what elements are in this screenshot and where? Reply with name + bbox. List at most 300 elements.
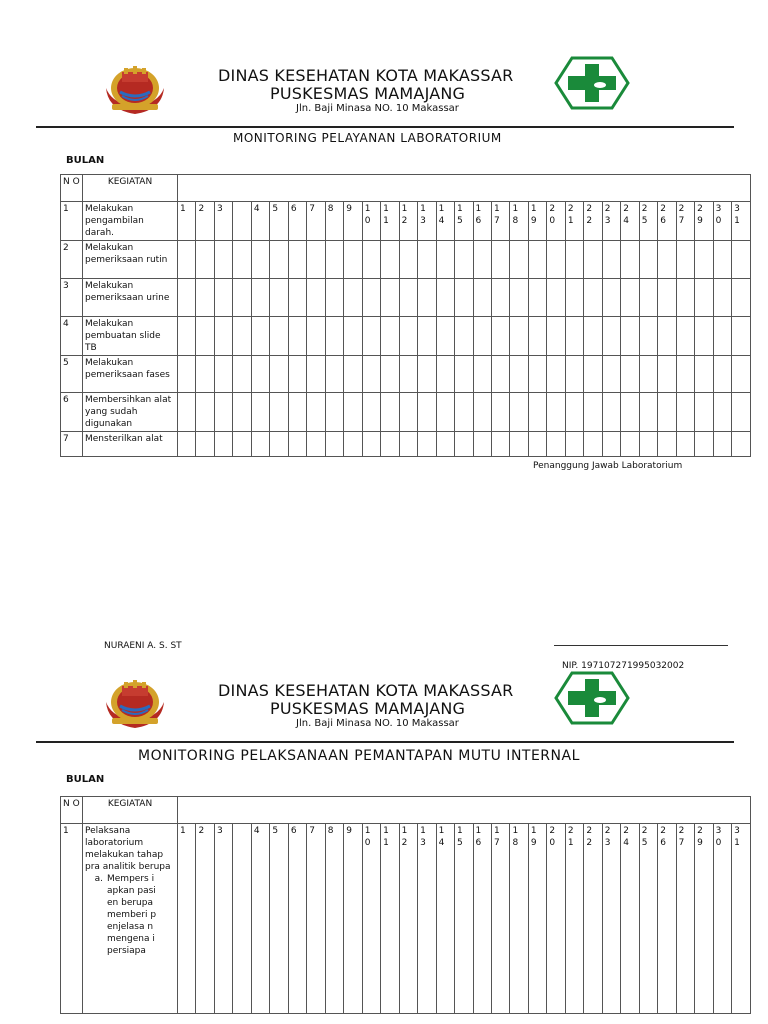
day-cell: 1 1 — [381, 202, 399, 241]
day-cell — [732, 279, 751, 317]
day-cell — [658, 393, 676, 432]
day-cell — [547, 241, 565, 279]
section1-title: MONITORING PELAYANAN LABORATORIUM — [233, 131, 502, 145]
day-cell — [547, 393, 565, 432]
day-cell — [565, 279, 583, 317]
day-cell — [732, 432, 751, 457]
day-cell — [288, 432, 306, 457]
day-cell — [621, 432, 639, 457]
day-cell — [732, 356, 751, 393]
row-number: 7 — [61, 432, 83, 457]
day-cell — [732, 393, 751, 432]
day-cell — [547, 432, 565, 457]
day-cell: 3 1 — [732, 824, 751, 1014]
row-number: 6 — [61, 393, 83, 432]
day-cell — [639, 356, 657, 393]
day-cell: 1 5 — [455, 202, 473, 241]
table-row — [61, 241, 751, 279]
day-cell: 5 — [270, 202, 288, 241]
day-cell: 1 2 — [399, 824, 417, 1014]
table-header-row — [61, 175, 751, 202]
day-cell: 2 5 — [639, 824, 657, 1014]
day-cell — [214, 241, 232, 279]
day-cell — [528, 317, 546, 356]
day-cell: 2 — [196, 202, 214, 241]
day-cell: 6 — [288, 202, 306, 241]
day-cell — [436, 356, 454, 393]
day-cell: 9 — [344, 202, 362, 241]
signature-line — [554, 645, 728, 646]
header-divider — [36, 126, 734, 128]
day-cell — [676, 241, 694, 279]
day-cell — [196, 241, 214, 279]
day-cell — [510, 241, 528, 279]
day-cell — [473, 279, 491, 317]
day-cell — [455, 432, 473, 457]
day-cell: 7 — [307, 824, 325, 1014]
day-cell — [695, 432, 713, 457]
makassar-crest-logo-2 — [100, 672, 170, 736]
day-cell: 3 — [214, 824, 232, 1014]
day-cell: 1 6 — [473, 202, 491, 241]
day-cell — [325, 241, 343, 279]
day-cell: 1 1 — [381, 824, 399, 1014]
day-cell: 1 9 — [528, 202, 546, 241]
day-cell — [436, 279, 454, 317]
day-cell: 1 3 — [418, 824, 436, 1014]
day-cell — [344, 356, 362, 393]
day-cell: 7 — [307, 202, 325, 241]
day-cell: 2 2 — [584, 202, 602, 241]
day-cell: 2 5 — [639, 202, 657, 241]
row-kegiatan: Melakukan pemeriksaan rutin — [83, 241, 178, 279]
day-cell — [307, 393, 325, 432]
day-cell — [455, 356, 473, 393]
day-cell — [251, 356, 269, 393]
table-header-row — [61, 797, 751, 824]
day-cell — [436, 241, 454, 279]
day-cell — [214, 317, 232, 356]
day-cell: 1 8 — [510, 824, 528, 1014]
row-kegiatan: Melakukan pengambilan darah. — [83, 202, 178, 241]
day-cell — [695, 279, 713, 317]
day-cell: 2 4 — [621, 824, 639, 1014]
day-cell — [381, 356, 399, 393]
day-cell: 1 3 — [418, 202, 436, 241]
row-number: 3 — [61, 279, 83, 317]
day-cell — [362, 279, 380, 317]
day-cell: 2 0 — [547, 202, 565, 241]
day-cell: 2 3 — [602, 202, 620, 241]
header-address-2: Jln. Baji Minasa NO. 10 Makassar — [296, 718, 459, 729]
day-cell — [178, 317, 196, 356]
row-number: 2 — [61, 241, 83, 279]
day-cell — [251, 393, 269, 432]
section1-monitoring-table — [60, 174, 751, 457]
day-cell — [325, 393, 343, 432]
day-cell: 2 2 — [584, 824, 602, 1014]
day-cell: 1 — [178, 824, 196, 1014]
table-row — [61, 317, 751, 356]
day-cell — [491, 279, 509, 317]
day-cell — [325, 317, 343, 356]
puskesmas-cross-logo — [554, 56, 630, 114]
day-cell — [602, 317, 620, 356]
day-cell — [713, 241, 731, 279]
day-cell — [270, 393, 288, 432]
day-cell — [399, 356, 417, 393]
day-cell: 3 0 — [713, 824, 731, 1014]
day-cell — [270, 356, 288, 393]
day-cell — [233, 317, 251, 356]
day-cell — [196, 393, 214, 432]
row-number: 4 — [61, 317, 83, 356]
day-cell — [584, 279, 602, 317]
table-row — [61, 824, 751, 1014]
day-cell — [473, 241, 491, 279]
day-cell — [196, 317, 214, 356]
day-cell — [658, 241, 676, 279]
day-cell — [233, 824, 251, 1014]
day-cell — [307, 279, 325, 317]
day-cell — [251, 279, 269, 317]
day-cell — [695, 356, 713, 393]
section2-monitoring-table — [60, 796, 751, 1014]
day-cell — [325, 356, 343, 393]
day-cell: 2 7 — [676, 824, 694, 1014]
day-cell: 4 — [251, 202, 269, 241]
day-cell — [196, 279, 214, 317]
day-cell — [381, 279, 399, 317]
table-row — [61, 202, 751, 241]
col-header-no: N O — [61, 797, 83, 824]
day-cell: 6 — [288, 824, 306, 1014]
day-cell — [418, 279, 436, 317]
day-cell — [344, 317, 362, 356]
row-kegiatan: Melakukan pemeriksaan fases — [83, 356, 178, 393]
day-cell — [491, 241, 509, 279]
day-cell — [307, 317, 325, 356]
day-cell — [565, 241, 583, 279]
day-cell: 3 0 — [713, 202, 731, 241]
day-cell: 2 9 — [695, 824, 713, 1014]
day-cell — [251, 317, 269, 356]
day-cell — [362, 393, 380, 432]
table-row — [61, 279, 751, 317]
day-cell — [491, 356, 509, 393]
day-cell — [214, 393, 232, 432]
day-cell — [233, 356, 251, 393]
day-cell: 1 4 — [436, 824, 454, 1014]
day-cell — [584, 241, 602, 279]
day-cell — [344, 432, 362, 457]
header-address: Jln. Baji Minasa NO. 10 Makassar — [296, 103, 459, 114]
day-cell — [565, 393, 583, 432]
day-cell — [510, 279, 528, 317]
makassar-crest-logo — [100, 58, 170, 122]
day-cell: 1 6 — [473, 824, 491, 1014]
day-cell: 2 7 — [676, 202, 694, 241]
day-cell — [547, 356, 565, 393]
day-cell — [602, 279, 620, 317]
section1-bulan-label: BULAN — [66, 155, 105, 166]
day-cell: 2 0 — [547, 824, 565, 1014]
day-cell — [288, 279, 306, 317]
table-row — [61, 432, 751, 457]
day-cell — [547, 317, 565, 356]
section2-bulan-label: BULAN — [66, 774, 105, 785]
day-cell: 2 6 — [658, 202, 676, 241]
col-header-no: N O — [61, 175, 83, 202]
day-cell — [491, 393, 509, 432]
day-cell — [584, 432, 602, 457]
row-kegiatan: Membersihkan alat yang sudah digunakan — [83, 393, 178, 432]
day-cell — [399, 279, 417, 317]
day-cell — [344, 241, 362, 279]
header-agency-name: DINAS KESEHATAN KOTA MAKASSAR — [218, 66, 514, 85]
day-cell — [639, 317, 657, 356]
header-agency-name-2: DINAS KESEHATAN KOTA MAKASSAR — [218, 681, 514, 700]
puskesmas-cross-logo-2 — [554, 671, 630, 729]
day-cell — [288, 356, 306, 393]
row-kegiatan: Melakukan pembuatan slide TB — [83, 317, 178, 356]
day-cell — [214, 356, 232, 393]
day-cell — [307, 241, 325, 279]
day-cell — [196, 432, 214, 457]
day-cell — [510, 317, 528, 356]
col-header-kegiatan: KEGIATAN — [83, 797, 178, 824]
day-cell — [676, 393, 694, 432]
day-cell: 2 3 — [602, 824, 620, 1014]
day-cell — [584, 356, 602, 393]
day-cell: 1 0 — [362, 202, 380, 241]
day-cell — [344, 393, 362, 432]
day-cell — [695, 317, 713, 356]
signer-nip: NIP. 197107271995032002 — [562, 661, 685, 671]
day-cell — [233, 279, 251, 317]
day-cell — [621, 393, 639, 432]
header-day-area — [178, 175, 751, 202]
day-cell: 2 — [196, 824, 214, 1014]
day-cell: 3 1 — [732, 202, 751, 241]
day-cell — [695, 241, 713, 279]
header-day-area — [178, 797, 751, 824]
day-cell — [473, 356, 491, 393]
day-cell — [270, 317, 288, 356]
day-cell: 2 6 — [658, 824, 676, 1014]
day-cell — [639, 393, 657, 432]
day-cell — [455, 393, 473, 432]
day-cell — [528, 279, 546, 317]
header-puskesmas-name: PUSKESMAS MAMAJANG — [270, 84, 466, 103]
row-number: 1 — [61, 202, 83, 241]
day-cell — [399, 317, 417, 356]
day-cell — [713, 393, 731, 432]
day-cell — [491, 432, 509, 457]
day-cell — [658, 432, 676, 457]
day-cell — [418, 356, 436, 393]
day-cell: 8 — [325, 824, 343, 1014]
col-header-kegiatan: KEGIATAN — [83, 175, 178, 202]
day-cell — [602, 356, 620, 393]
day-cell — [418, 432, 436, 457]
day-cell — [676, 317, 694, 356]
signer-name: NURAENI A. S. ST — [104, 641, 182, 651]
day-cell — [418, 393, 436, 432]
day-cell — [381, 241, 399, 279]
day-cell — [178, 241, 196, 279]
day-cell: 4 — [251, 824, 269, 1014]
section2-title: MONITORING PELAKSANAAN PEMANTAPAN MUTU INTERNAL — [138, 748, 580, 764]
day-cell: 1 2 — [399, 202, 417, 241]
day-cell — [233, 432, 251, 457]
day-cell: 2 4 — [621, 202, 639, 241]
day-cell — [325, 432, 343, 457]
day-cell — [233, 202, 251, 241]
day-cell — [196, 356, 214, 393]
day-cell — [658, 356, 676, 393]
day-cell — [639, 241, 657, 279]
day-cell — [602, 241, 620, 279]
row-number: 5 — [61, 356, 83, 393]
day-cell — [473, 317, 491, 356]
day-cell — [270, 241, 288, 279]
day-cell — [399, 241, 417, 279]
day-cell — [528, 393, 546, 432]
day-cell: 1 7 — [491, 202, 509, 241]
day-cell — [178, 432, 196, 457]
day-cell — [602, 393, 620, 432]
day-cell: 2 9 — [695, 202, 713, 241]
day-cell — [658, 317, 676, 356]
day-cell — [621, 317, 639, 356]
header-divider-2 — [36, 741, 734, 743]
day-cell — [399, 432, 417, 457]
table-row — [61, 393, 751, 432]
day-cell — [491, 317, 509, 356]
day-cell: 1 — [178, 202, 196, 241]
day-cell — [344, 279, 362, 317]
day-cell — [473, 432, 491, 457]
subitem-marker: a. — [94, 874, 103, 884]
day-cell: 1 5 — [455, 824, 473, 1014]
day-cell — [602, 432, 620, 457]
subitem-text: Mempers iapkan pasien berupa memberi penjelasa n mengena i persiapa — [107, 874, 157, 956]
day-cell — [270, 432, 288, 457]
day-cell — [455, 317, 473, 356]
day-cell — [455, 279, 473, 317]
day-cell — [510, 356, 528, 393]
day-cell — [325, 279, 343, 317]
row-kegiatan: Mensterilkan alat — [83, 432, 178, 457]
day-cell — [270, 279, 288, 317]
day-cell: 8 — [325, 202, 343, 241]
day-cell — [381, 393, 399, 432]
day-cell — [713, 356, 731, 393]
day-cell: 2 1 — [565, 202, 583, 241]
day-cell — [713, 279, 731, 317]
day-cell — [214, 279, 232, 317]
day-cell — [381, 317, 399, 356]
day-cell: 1 9 — [528, 824, 546, 1014]
day-cell — [658, 279, 676, 317]
day-cell — [639, 279, 657, 317]
day-cell — [178, 356, 196, 393]
day-cell: 5 — [270, 824, 288, 1014]
header-puskesmas-name-2: PUSKESMAS MAMAJANG — [270, 699, 466, 718]
day-cell — [362, 241, 380, 279]
day-cell: 9 — [344, 824, 362, 1014]
day-cell: 2 1 — [565, 824, 583, 1014]
day-cell — [621, 241, 639, 279]
day-cell — [676, 279, 694, 317]
day-cell — [178, 393, 196, 432]
day-cell — [621, 356, 639, 393]
day-cell — [528, 432, 546, 457]
day-cell — [510, 393, 528, 432]
day-cell — [307, 432, 325, 457]
day-cell — [418, 317, 436, 356]
penanggung-jawab-label: Penanggung Jawab Laboratorium — [533, 461, 683, 471]
day-cell — [547, 279, 565, 317]
day-cell — [565, 317, 583, 356]
day-cell — [528, 241, 546, 279]
day-cell — [214, 432, 232, 457]
day-cell: 3 — [214, 202, 232, 241]
day-cell — [584, 393, 602, 432]
row-kegiatan-text: Pelaksana laboratorium melakukan tahap pra analitik berupa — [85, 826, 171, 872]
day-cell — [362, 432, 380, 457]
day-cell — [676, 356, 694, 393]
day-cell — [565, 432, 583, 457]
day-cell — [362, 356, 380, 393]
day-cell — [565, 356, 583, 393]
day-cell: 1 0 — [362, 824, 380, 1014]
day-cell — [288, 393, 306, 432]
day-cell — [288, 241, 306, 279]
table-row — [61, 356, 751, 393]
day-cell — [418, 241, 436, 279]
day-cell — [639, 432, 657, 457]
day-cell — [621, 279, 639, 317]
day-cell — [288, 317, 306, 356]
day-cell — [732, 317, 751, 356]
day-cell — [695, 393, 713, 432]
day-cell — [399, 393, 417, 432]
row-kegiatan-subitem — [85, 873, 175, 957]
day-cell — [178, 279, 196, 317]
day-cell — [436, 432, 454, 457]
day-cell — [732, 241, 751, 279]
row-kegiatan — [83, 824, 178, 1014]
day-cell: 1 4 — [436, 202, 454, 241]
day-cell: 1 7 — [491, 824, 509, 1014]
day-cell — [436, 317, 454, 356]
day-cell — [233, 393, 251, 432]
day-cell — [233, 241, 251, 279]
day-cell: 1 8 — [510, 202, 528, 241]
day-cell — [251, 432, 269, 457]
day-cell — [436, 393, 454, 432]
day-cell — [713, 432, 731, 457]
day-cell — [455, 241, 473, 279]
day-cell — [251, 241, 269, 279]
day-cell — [307, 356, 325, 393]
day-cell — [676, 432, 694, 457]
day-cell — [510, 432, 528, 457]
day-cell — [584, 317, 602, 356]
day-cell — [362, 317, 380, 356]
